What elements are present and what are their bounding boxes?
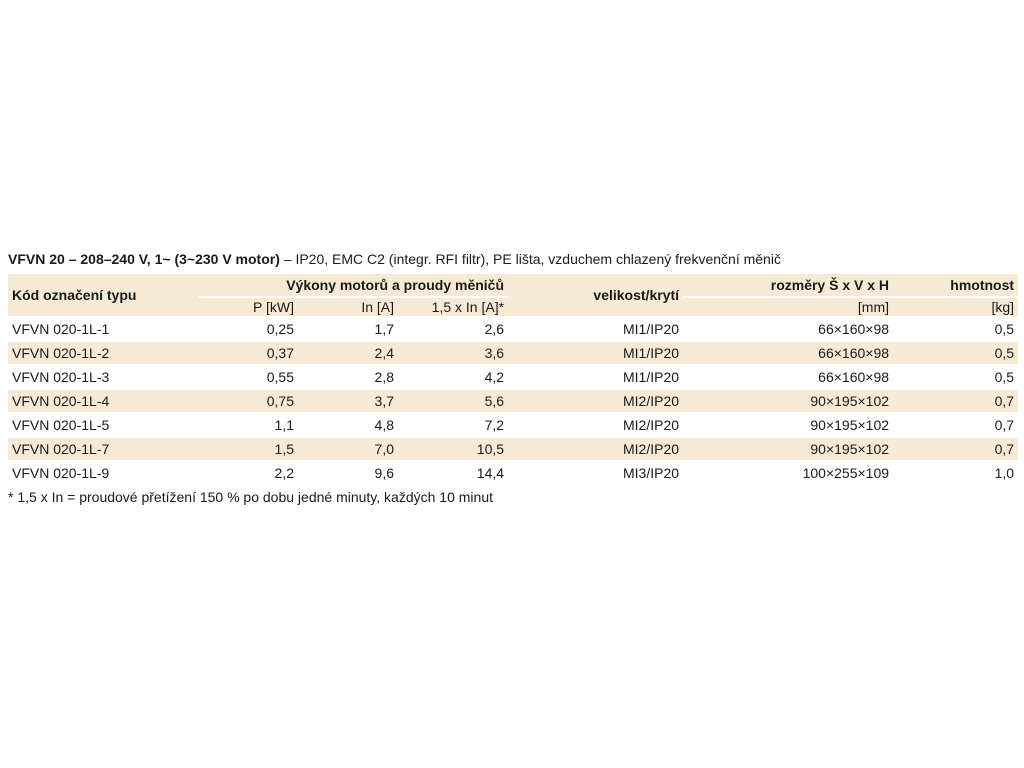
cell-size: MI1/IP20 (623, 321, 680, 337)
table-row (8, 414, 1018, 436)
header-row (8, 274, 1018, 296)
cell-in: 4,8 (374, 417, 394, 433)
header-code: Kód označení typu (8, 274, 198, 316)
cell-code: VFVN 020-1L-7 (8, 438, 198, 460)
header-dims: rozměry Š x V x H (683, 274, 893, 296)
cell-in15: 3,6 (398, 342, 508, 364)
cell-code: VFVN 020-1L-3 (12, 369, 110, 385)
table-title-bold: VFVN 20 – 208–240 V, 1~ (3~230 V motor) (8, 251, 280, 267)
cell-weight: 0,7 (893, 438, 1018, 460)
table-row (8, 390, 1018, 412)
cell-in15: 5,6 (398, 390, 508, 412)
cell-dims: 100×255×109 (802, 465, 890, 481)
cell-in: 2,4 (298, 342, 398, 364)
cell-code: VFVN 020-1L-4 (8, 390, 198, 412)
cell-size: MI1/IP20 (508, 342, 683, 364)
cell-dims: 90×195×102 (683, 438, 893, 460)
cell-weight: 0,5 (994, 321, 1015, 337)
cell-p: 1,5 (198, 438, 298, 460)
cell-p: 0,75 (198, 390, 298, 412)
header-size: velikost/krytí (508, 274, 683, 316)
cell-p: 0,55 (266, 369, 294, 385)
cell-weight: 1,0 (994, 465, 1015, 481)
cell-size: MI1/IP20 (623, 369, 680, 385)
table-title (8, 250, 1018, 268)
cell-dims: 66×160×98 (818, 369, 890, 385)
footnote: * 1,5 x In = proudové přetížení 150 % po dobu jedné minuty, každých 10 minut (8, 489, 493, 505)
table-row (8, 318, 1018, 340)
cell-p: 2,2 (274, 465, 294, 481)
cell-p: 0,37 (198, 342, 298, 364)
spec-sheet (8, 250, 1018, 506)
table-row (8, 462, 1018, 484)
cell-size: MI2/IP20 (508, 390, 683, 412)
cell-in: 9,6 (374, 465, 394, 481)
header-in15: 1,5 x In [A]* (398, 298, 508, 316)
cell-weight: 0,5 (893, 342, 1018, 364)
cell-dims: 90×195×102 (810, 417, 890, 433)
cell-size: MI2/IP20 (623, 417, 680, 433)
header-weight: hmotnost (893, 274, 1018, 296)
cell-p: 0,25 (266, 321, 294, 337)
cell-in: 1,7 (374, 321, 394, 337)
table-row (8, 366, 1018, 388)
cell-in15: 4,2 (484, 369, 505, 385)
spec-table (8, 272, 1018, 486)
cell-weight: 0,7 (893, 390, 1018, 412)
table-row (8, 438, 1018, 460)
cell-size: MI2/IP20 (508, 438, 683, 460)
cell-in15: 14,4 (476, 465, 505, 481)
table-title-rest: – IP20, EMC C2 (integr. RFI filtr), PE lišta, vzduchem chlazený frekvenční měnič (279, 251, 781, 267)
spec-table-body (8, 274, 1018, 484)
cell-in: 2,8 (374, 369, 394, 385)
cell-in15: 10,5 (398, 438, 508, 460)
header-group: Výkony motorů a proudy měničů (198, 274, 508, 296)
cell-code: VFVN 020-1L-5 (12, 417, 110, 433)
cell-in15: 2,6 (484, 321, 505, 337)
table-row (8, 342, 1018, 364)
cell-code: VFVN 020-1L-2 (8, 342, 198, 364)
cell-dims: 66×160×98 (818, 321, 890, 337)
cell-code: VFVN 020-1L-1 (12, 321, 110, 337)
cell-code: VFVN 020-1L-9 (12, 465, 110, 481)
header-in: In [A] (298, 298, 398, 316)
cell-in15: 7,2 (484, 417, 505, 433)
cell-in: 7,0 (298, 438, 398, 460)
cell-dims: 90×195×102 (683, 390, 893, 412)
cell-in: 3,7 (298, 390, 398, 412)
header-dims-unit: [mm] (683, 298, 893, 316)
cell-weight: 0,5 (994, 369, 1015, 385)
cell-size: MI3/IP20 (623, 465, 680, 481)
header-weight-unit: [kg] (893, 298, 1018, 316)
header-p: P [kW] (198, 298, 298, 316)
cell-weight: 0,7 (994, 417, 1015, 433)
cell-dims: 66×160×98 (683, 342, 893, 364)
cell-p: 1,1 (274, 417, 294, 433)
